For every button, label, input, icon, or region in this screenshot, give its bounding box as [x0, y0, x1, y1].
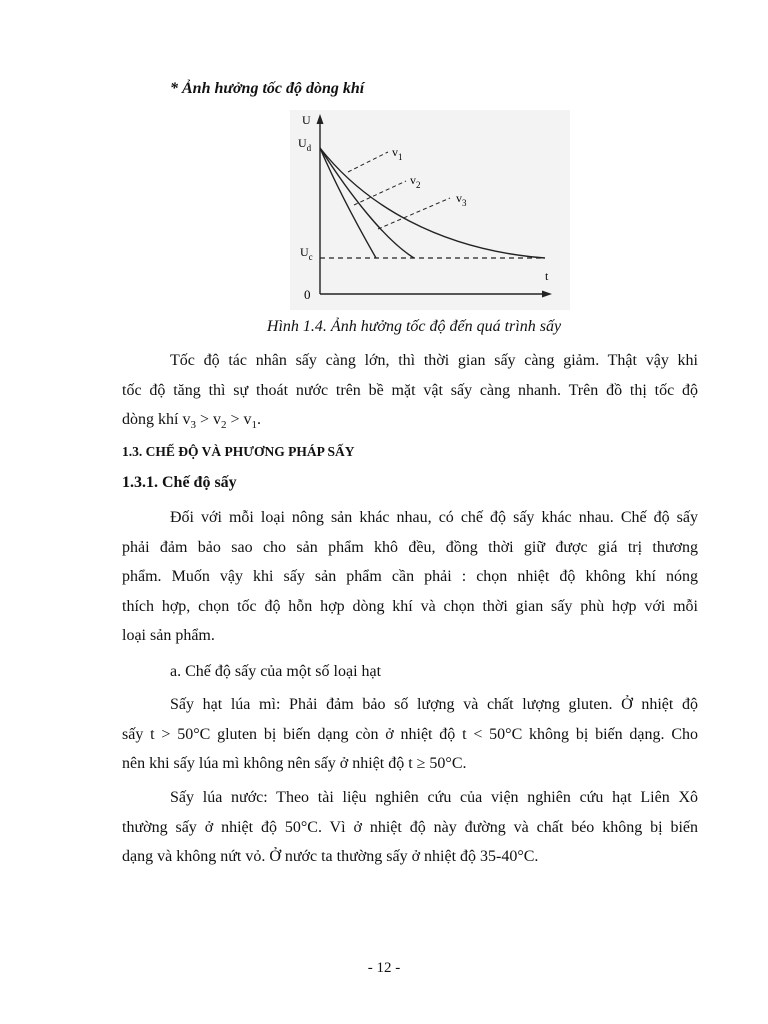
ud-label: $U_d$: [298, 136, 312, 153]
text-line: sấy t > 50°C gluten bị biến dạng còn ở nhiệt độ t < 50°C không bị biến dạng. Cho: [122, 725, 698, 743]
paragraph-speed-effect: [122, 346, 698, 435]
curve-v2-label: $v_2$: [410, 173, 421, 190]
paragraph-rice: [122, 783, 698, 872]
drying-curves-diagram: [290, 110, 570, 310]
paragraph-wheat: [122, 690, 698, 779]
page-number: - 12 -: [367, 960, 401, 976]
x-axis-arrow: [542, 291, 552, 298]
y-axis-arrow: [317, 114, 324, 124]
paragraph-grain-regime: [122, 657, 698, 687]
text-line: loại sản phẩm.: [122, 627, 215, 644]
text-line: a. Chế độ sấy của một số loại hạt: [170, 663, 382, 680]
curve-v3: [320, 148, 376, 258]
drying-speed-figure: [290, 110, 570, 310]
text-line: thích hợp, chọn tốc độ hỗn hợp dòng khí và chọn thời gian sấy phù hợp với mỗi: [122, 597, 698, 615]
figure-caption: Hình 1.4. Ảnh hưởng tốc độ đến quá trình sấy: [266, 318, 562, 335]
text-line: Tốc độ tác nhân sấy càng lớn, thì thời gian sấy càng giảm. Thật vậy khi: [170, 352, 698, 369]
x-axis-label: t: [545, 269, 549, 283]
text-line: tốc độ tăng thì sự thoát nước trên bề mặt vật sấy càng nhanh. Trên đồ thị tốc độ: [122, 381, 698, 399]
text-line: phẩm. Muốn vậy khi sấy sản phẩm cần phải : chọn nhiệt độ không khí nóng: [122, 568, 698, 585]
text-line: phải đảm bảo sao cho sản phẩm khô đều, đồng thời giữ được giá trị thương: [122, 538, 698, 556]
leader-v2: [354, 181, 406, 205]
curve-v3-label: $v_3$: [456, 191, 467, 208]
leader-v3: [378, 198, 450, 229]
leader-v1: [348, 152, 388, 172]
section-heading: 1.3. CHẾ ĐỘ VÀ PHƯƠNG PHÁP SẤY: [122, 444, 355, 459]
uc-label: $U_c$: [300, 245, 313, 262]
subsection-heading: 1.3.1. Chế độ sấy: [122, 474, 237, 491]
curve-v1: [320, 148, 545, 258]
text-line: Sấy hạt lúa mì: Phải đảm bảo số lượng và chất lượng gluten. Ở nhiệt độ: [170, 696, 698, 713]
origin-label: 0: [304, 287, 311, 302]
y-axis-label: U: [302, 113, 311, 127]
text-line: dạng và không nứt vỏ. Ở nước ta thường sấy ở nhiệt độ 35-40°C.: [122, 848, 539, 865]
figure-heading: * Ảnh hưởng tốc độ dòng khí: [170, 80, 365, 97]
text-line: nên khi sấy lúa mì không nên sấy ở nhiệt độ t ≥ 50°C.: [122, 755, 467, 772]
text-line-speed-order: dòng khí $v_3 > v_2 > v_1$.: [122, 411, 262, 432]
paragraph-drying-regime: [122, 503, 698, 651]
text-line: Đối với mỗi loại nông sản khác nhau, có chế độ sấy khác nhau. Chế độ sấy: [170, 509, 698, 526]
curve-v1-label: $v_1$: [392, 145, 403, 162]
text-line: thường sấy ở nhiệt độ 50°C. Vì ở nhiệt độ này đường và chất béo không bị biến: [122, 818, 698, 836]
text-line: Sấy lúa nước: Theo tài liệu nghiên cứu của viện nghiên cứu hạt Liên Xô: [170, 789, 698, 806]
